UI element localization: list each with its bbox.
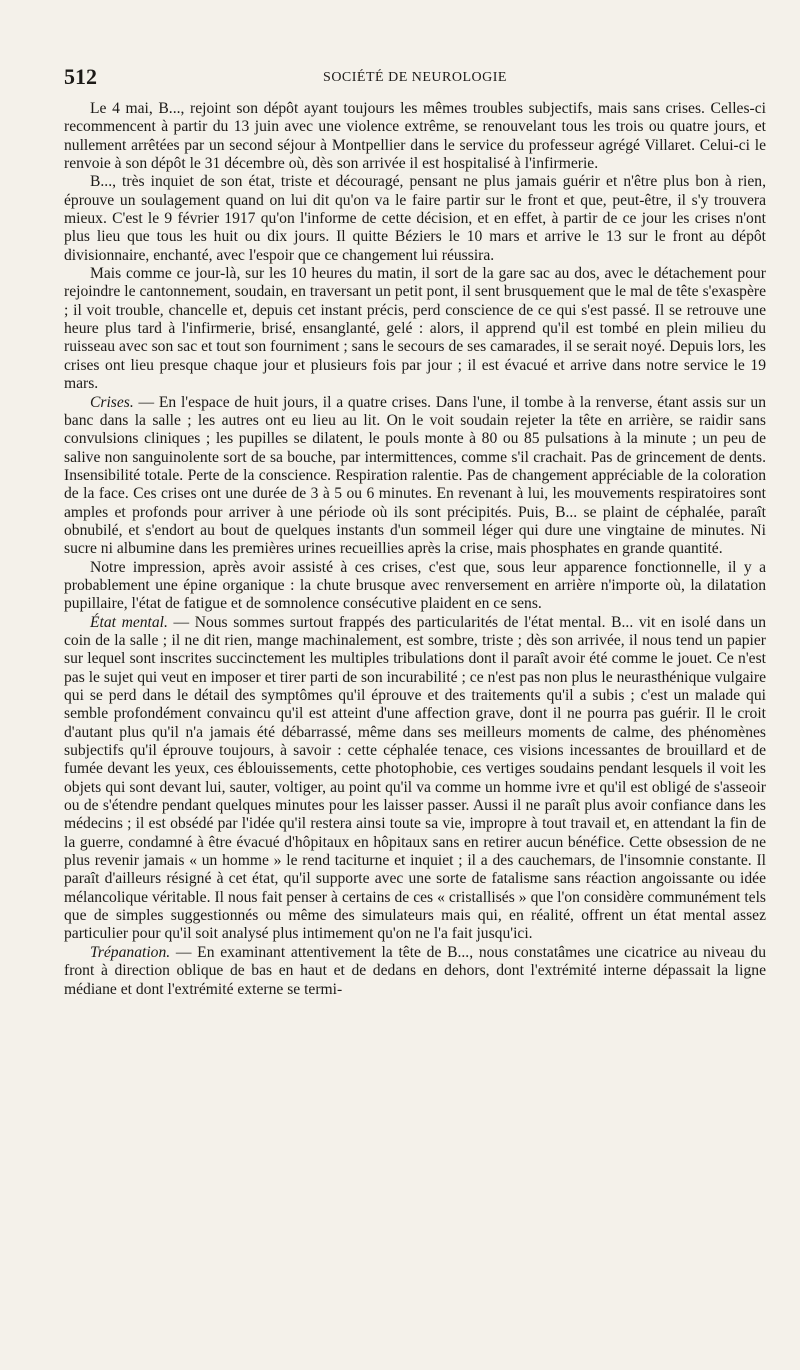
section-heading: Trépanation. — [90, 943, 171, 961]
paragraph-text: Notre impression, après avoir assisté à ces crises, c'est que, sous leur apparence fonctionnelle, il y a probablement une épine organique : la chute brusque avec renversement en arrière n'importe où, la dilatation pupillaire, l'état de fatigue et de somnolence consécutive plaident en ce sens. — [64, 558, 766, 613]
body-text — [64, 100, 766, 999]
paragraph — [64, 944, 766, 999]
paragraph-text: — En examinant attentivement la tête de B..., nous constatâmes une cicatrice au niveau du front à direction oblique de bas en haut et de dedans en dehors, dont l'extrémité interne dépassait la ligne médiane et dont l'extrémité externe se termi- — [64, 943, 766, 998]
paragraph — [64, 100, 766, 173]
page-number: 512 — [64, 64, 97, 89]
paragraph-text: — En l'espace de huit jours, il a quatre crises. Dans l'une, il tombe à la renverse, étant assis sur un banc dans la salle ; les autres ont eu lieu au lit. On le voit soudain rejeter la tête en arrière, se raidir sans convulsions cliniques ; les pupilles se dilatent, le pouls monte à 80 ou 85 pulsations à la minute ; un peu de salive non sanguinolente sort de sa bouche, par intermittences, comme s'il crachait. Pas de grincement de dents. Insensibilité totale. Perte de la conscience. Respiration ralentie. Pas de changement appréciable de la coloration de la face. Ces crises ont une durée de 3 à 5 ou 6 minutes. En revenant à lui, les mouvements respiratoires sont amples et profonds pour arriver à une période où ils sont précipités. Puis, B... se plaint de céphalée, paraît obnubilé, et s'endort au bout de quelques instants d'un sommeil léger qui dure une vingtaine de minutes. Ni sucre ni albumine dans les premières urines recueillies après la crise, mais phosphates en grande quantité. — [64, 393, 766, 558]
paragraph-text: Le 4 mai, B..., rejoint son dépôt ayant toujours les mêmes troubles subjectifs, mais sans crises. Celles-ci recommencent à partir du 13 juin avec une violence extrême, se renouvelant tous les trois ou quatre jours, et nullement arrêtées par un second séjour à Montpellier dans le service du professeur agrégé Villaret. Celui-ci le renvoie à son dépôt le 31 décembre où, dès son arrivée il est hospitalisé à l'infirmerie. — [64, 100, 766, 173]
paragraph — [64, 173, 766, 265]
paragraph-text: — Nous sommes surtout frappés des particularités de l'état mental. B... vit en isolé dans un coin de la salle ; il ne dit rien, mange machinalement, est sombre, triste ; dès son arrivée, il nous tend un papier sur lequel sont inscrites succinctement les multiples tribulations dont il paraît avoir été comme le jouet. Ce n'est pas le sujet qui veut en imposer et tirer parti de son incurabilité ; ce n'est pas non plus le neurasthénique vulgaire qui se perd dans le détail des symptômes qu'il éprouve et des traitements qu'il a subis ; c'est un malade qui semble profondément convaincu qu'il est atteint d'une affection grave, dont il ne pourra pas guérir. Il le croit d'autant plus qu'il n'a jamais été débarrassé, même dans ses meilleurs moments de calme, des phénomènes subjectifs qu'il éprouve toujours, à savoir : cette céphalée tenace, ces visions incessantes de brouillard et de fumée devant les yeux, ces éblouissements, cette photophobie, ces vertiges soudains pendant lesquels il voit les objets qui sont devant lui, sauter, voltiger, au point qu'il va comme un homme ivre et qu'il est obligé de s'asseoir ou de s'étendre pendant quelques minutes pour les laisser passer. Aussi il ne paraît plus avoir confiance dans les médecins ; il est obsédé par l'idée qu'il restera ainsi toute sa vie, impropre à tout travail et, en attendant la fin de la guerre, condamné à être évacué d'hôpitaux en hôpitaux sans en retirer aucun bénéfice. Cette obsession de ne plus revenir jamais « un homme » le rend taciturne et inquiet ; il a des cauchemars, de l'insomnie constante. Il paraît d'ailleurs résigné à cet état, qu'il supporte avec une sorte de fatalisme sans réaction angoissante ou idée mélancolique véritable. Il nous fait penser à certains de ces « cristallisés » que l'on considère communément tels que de simples suggestionnés ou même des simulateurs mais qui, en réalité, offrent un état mental assez particulier pour qu'il soit analysé plus intimement qu'on ne l'a fait jusqu'ici. — [64, 613, 766, 943]
page-header — [64, 64, 766, 100]
running-title: SOCIÉTÉ DE NEUROLOGIE — [323, 70, 507, 85]
paragraph — [64, 614, 766, 944]
paragraph-text: Mais comme ce jour-là, sur les 10 heures du matin, il sort de la gare sac au dos, avec le détachement pour rejoindre le cantonnement, soudain, en traversant un petit pont, il sent brusquement que le mal de tête s'exaspère ; il voit trouble, chancelle et, depuis cet instant précis, perd conscience de ce qui s'est passé. Il se retrouve une heure plus tard à l'infirmerie, brisé, ensanglanté, gelé : alors, il apprend qu'il est tombé en plein milieu du ruisseau avec son sac et tout son fourniment ; sans le secours de ses camarades, il se serait noyé. Depuis lors, les crises ont lieu presque chaque jour et plusieurs fois par jour ; il est évacué et arrive dans notre service le 19 mars. — [64, 265, 766, 393]
paragraph-text: B..., très inquiet de son état, triste et découragé, pensant ne plus jamais guérir et n'être plus bon à rien, éprouve un soulagement quand on lui dit qu'on va le faire partir sur le front et que, peut-être, il s'y trouvera mieux. C'est le 9 février 1917 qu'on l'informe de cette décision, et en effet, à partir de ce jour les crises n'ont plus lieu que tous les huit ou dix jours. Il quitte Béziers le 10 mars et arrive le 13 sur le front au dépôt divisionnaire, enchanté, avec l'espoir que ce changement lui réussira. — [64, 173, 766, 264]
paragraph — [64, 265, 766, 393]
section-heading: Crises. — [90, 393, 134, 411]
paragraph — [64, 559, 766, 614]
paragraph — [64, 394, 766, 559]
section-heading: État mental. — [90, 613, 168, 631]
